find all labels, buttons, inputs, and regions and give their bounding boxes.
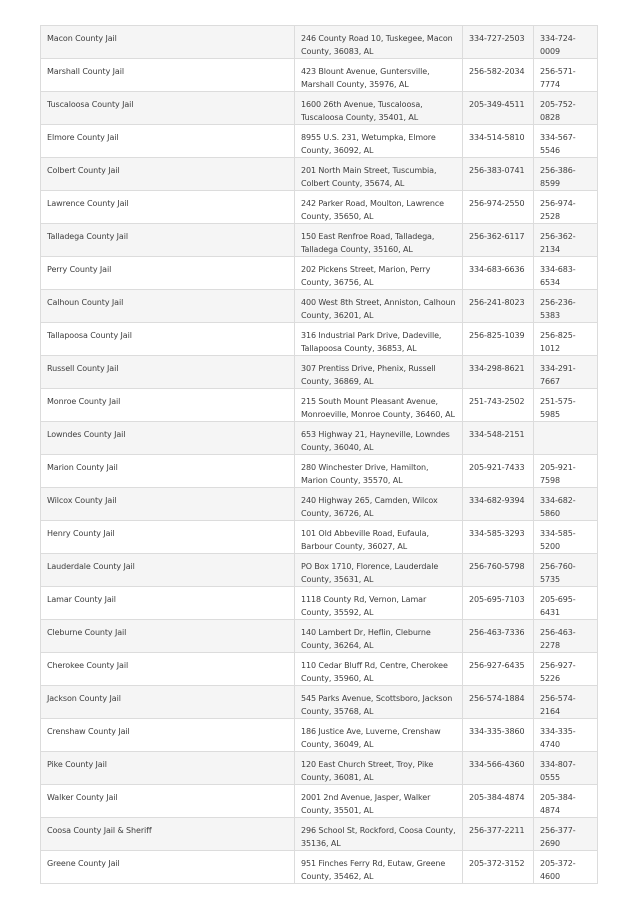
jail-phone-cell: 256-574-1884 (463, 686, 534, 719)
jail-address-cell: 140 Lambert Dr, Heflin, Cleburne County, 36264, AL (295, 620, 463, 653)
jail-fax-cell: 334-724-0009 (534, 26, 598, 59)
jail-name-cell: Lowndes County Jail (41, 422, 295, 455)
jail-phone-cell: 334-683-6636 (463, 257, 534, 290)
jail-name-cell: Lauderdale County Jail (41, 554, 295, 587)
table-row (41, 257, 598, 290)
jail-fax-cell: 256-463-2278 (534, 620, 598, 653)
table-row (41, 26, 598, 59)
jail-address-cell: 2001 2nd Avenue, Jasper, Walker County, 35501, AL (295, 785, 463, 818)
jail-name-cell: Tallapoosa County Jail (41, 323, 295, 356)
jail-name-cell: Crenshaw County Jail (41, 719, 295, 752)
table-row (41, 92, 598, 125)
jail-phone-cell: 334-335-3860 (463, 719, 534, 752)
jail-name-cell: Calhoun County Jail (41, 290, 295, 323)
jail-address-cell: 951 Finches Ferry Rd, Eutaw, Greene County, 35462, AL (295, 851, 463, 884)
jail-rows (41, 26, 598, 884)
jail-name-cell: Cherokee County Jail (41, 653, 295, 686)
jail-name-cell: Perry County Jail (41, 257, 295, 290)
jail-phone-cell: 256-383-0741 (463, 158, 534, 191)
jail-name-cell: Greene County Jail (41, 851, 295, 884)
jail-phone-cell: 205-349-4511 (463, 92, 534, 125)
jail-fax-cell: 251-575-5985 (534, 389, 598, 422)
jail-fax-cell: 256-760-5735 (534, 554, 598, 587)
table-row (41, 422, 598, 455)
jail-phone-cell: 256-377-2211 (463, 818, 534, 851)
jail-fax-cell: 205-695-6431 (534, 587, 598, 620)
jail-phone-cell: 256-927-6435 (463, 653, 534, 686)
jail-fax-cell: 334-585-5200 (534, 521, 598, 554)
jail-address-cell: 423 Blount Avenue, Guntersville, Marshall County, 35976, AL (295, 59, 463, 92)
table-row (41, 389, 598, 422)
jail-fax-cell: 205-921-7598 (534, 455, 598, 488)
table-row (41, 356, 598, 389)
table-row (41, 158, 598, 191)
jail-phone-cell: 256-974-2550 (463, 191, 534, 224)
jail-phone-cell: 251-743-2502 (463, 389, 534, 422)
jail-name-cell: Marion County Jail (41, 455, 295, 488)
jail-address-cell: 246 County Road 10, Tuskegee, Macon County, 36083, AL (295, 26, 463, 59)
table-row (41, 851, 598, 884)
jail-name-cell: Colbert County Jail (41, 158, 295, 191)
jail-address-cell: 120 East Church Street, Troy, Pike County, 36081, AL (295, 752, 463, 785)
jail-name-cell: Henry County Jail (41, 521, 295, 554)
table-row (41, 224, 598, 257)
jail-fax-cell (534, 422, 598, 455)
jail-phone-cell: 334-514-5810 (463, 125, 534, 158)
table-row (41, 59, 598, 92)
jail-name-cell: Coosa County Jail & Sheriff (41, 818, 295, 851)
jail-name-cell: Cleburne County Jail (41, 620, 295, 653)
jail-address-cell: 296 School St, Rockford, Coosa County, 35136, AL (295, 818, 463, 851)
table-row (41, 785, 598, 818)
jail-directory-table (40, 25, 598, 884)
jail-fax-cell: 205-752-0828 (534, 92, 598, 125)
jail-phone-cell: 334-566-4360 (463, 752, 534, 785)
jail-phone-cell: 256-582-2034 (463, 59, 534, 92)
jail-fax-cell: 256-574-2164 (534, 686, 598, 719)
jail-fax-cell: 334-567-5546 (534, 125, 598, 158)
table-row (41, 488, 598, 521)
jail-fax-cell: 256-927-5226 (534, 653, 598, 686)
jail-name-cell: Wilcox County Jail (41, 488, 295, 521)
jail-fax-cell: 334-335-4740 (534, 719, 598, 752)
jail-address-cell: 150 East Renfroe Road, Talladega, Talladega County, 35160, AL (295, 224, 463, 257)
jail-name-cell: Monroe County Jail (41, 389, 295, 422)
jail-phone-cell: 334-727-2503 (463, 26, 534, 59)
jail-address-cell: 215 South Mount Pleasant Avenue, Monroeville, Monroe County, 36460, AL (295, 389, 463, 422)
table-row (41, 653, 598, 686)
jail-fax-cell: 334-291-7667 (534, 356, 598, 389)
table-row (41, 587, 598, 620)
jail-address-cell: 1118 County Rd, Vernon, Lamar County, 35592, AL (295, 587, 463, 620)
jail-name-cell: Talladega County Jail (41, 224, 295, 257)
table-row (41, 125, 598, 158)
jail-phone-cell: 205-384-4874 (463, 785, 534, 818)
jail-fax-cell: 256-386-8599 (534, 158, 598, 191)
jail-fax-cell: 256-825-1012 (534, 323, 598, 356)
jail-fax-cell: 205-384-4874 (534, 785, 598, 818)
jail-address-cell: 1600 26th Avenue, Tuscaloosa, Tuscaloosa County, 35401, AL (295, 92, 463, 125)
jail-fax-cell: 256-377-2690 (534, 818, 598, 851)
jail-phone-cell: 256-463-7336 (463, 620, 534, 653)
jail-name-cell: Jackson County Jail (41, 686, 295, 719)
table-row (41, 686, 598, 719)
jail-phone-cell: 256-241-8023 (463, 290, 534, 323)
jail-fax-cell: 256-571-7774 (534, 59, 598, 92)
jail-phone-cell: 205-695-7103 (463, 587, 534, 620)
jail-address-cell: 653 Highway 21, Hayneville, Lowndes County, 36040, AL (295, 422, 463, 455)
jail-fax-cell: 256-974-2528 (534, 191, 598, 224)
jail-address-cell: 242 Parker Road, Moulton, Lawrence County, 35650, AL (295, 191, 463, 224)
table-row (41, 191, 598, 224)
jail-phone-cell: 334-298-8621 (463, 356, 534, 389)
jail-phone-cell: 334-682-9394 (463, 488, 534, 521)
jail-address-cell: 240 Highway 265, Camden, Wilcox County, 36726, AL (295, 488, 463, 521)
table-row (41, 620, 598, 653)
jail-name-cell: Russell County Jail (41, 356, 295, 389)
jail-name-cell: Marshall County Jail (41, 59, 295, 92)
jail-address-cell: 201 North Main Street, Tuscumbia, Colbert County, 35674, AL (295, 158, 463, 191)
table-row (41, 752, 598, 785)
jail-name-cell: Tuscaloosa County Jail (41, 92, 295, 125)
jail-name-cell: Pike County Jail (41, 752, 295, 785)
jail-address-cell: 307 Prentiss Drive, Phenix, Russell County, 36869, AL (295, 356, 463, 389)
jail-address-cell: 202 Pickens Street, Marion, Perry County, 36756, AL (295, 257, 463, 290)
jail-name-cell: Walker County Jail (41, 785, 295, 818)
jail-fax-cell: 256-236-5383 (534, 290, 598, 323)
jail-address-cell: 186 Justice Ave, Luverne, Crenshaw County, 36049, AL (295, 719, 463, 752)
jail-fax-cell: 334-807-0555 (534, 752, 598, 785)
jail-address-cell: 101 Old Abbeville Road, Eufaula, Barbour County, 36027, AL (295, 521, 463, 554)
jail-name-cell: Elmore County Jail (41, 125, 295, 158)
jail-name-cell: Lamar County Jail (41, 587, 295, 620)
table-row (41, 455, 598, 488)
table-row (41, 290, 598, 323)
table-row (41, 323, 598, 356)
jail-phone-cell: 205-372-3152 (463, 851, 534, 884)
jail-name-cell: Macon County Jail (41, 26, 295, 59)
jail-address-cell: 280 Winchester Drive, Hamilton, Marion County, 35570, AL (295, 455, 463, 488)
jail-phone-cell: 205-921-7433 (463, 455, 534, 488)
jail-address-cell: 316 Industrial Park Drive, Dadeville, Tallapoosa County, 36853, AL (295, 323, 463, 356)
jail-phone-cell: 256-362-6117 (463, 224, 534, 257)
table-row (41, 554, 598, 587)
jail-phone-cell: 334-548-2151 (463, 422, 534, 455)
table-row (41, 719, 598, 752)
jail-fax-cell: 205-372-4600 (534, 851, 598, 884)
table-row (41, 521, 598, 554)
table-row (41, 818, 598, 851)
jail-fax-cell: 256-362-2134 (534, 224, 598, 257)
jail-phone-cell: 256-760-5798 (463, 554, 534, 587)
jail-phone-cell: 334-585-3293 (463, 521, 534, 554)
jail-address-cell: 545 Parks Avenue, Scottsboro, Jackson County, 35768, AL (295, 686, 463, 719)
jail-address-cell: PO Box 1710, Florence, Lauderdale County, 35631, AL (295, 554, 463, 587)
jail-phone-cell: 256-825-1039 (463, 323, 534, 356)
jail-fax-cell: 334-683-6534 (534, 257, 598, 290)
jail-address-cell: 400 West 8th Street, Anniston, Calhoun County, 36201, AL (295, 290, 463, 323)
jail-name-cell: Lawrence County Jail (41, 191, 295, 224)
jail-address-cell: 110 Cedar Bluff Rd, Centre, Cherokee County, 35960, AL (295, 653, 463, 686)
jail-fax-cell: 334-682-5860 (534, 488, 598, 521)
jail-address-cell: 8955 U.S. 231, Wetumpka, Elmore County, 36092, AL (295, 125, 463, 158)
